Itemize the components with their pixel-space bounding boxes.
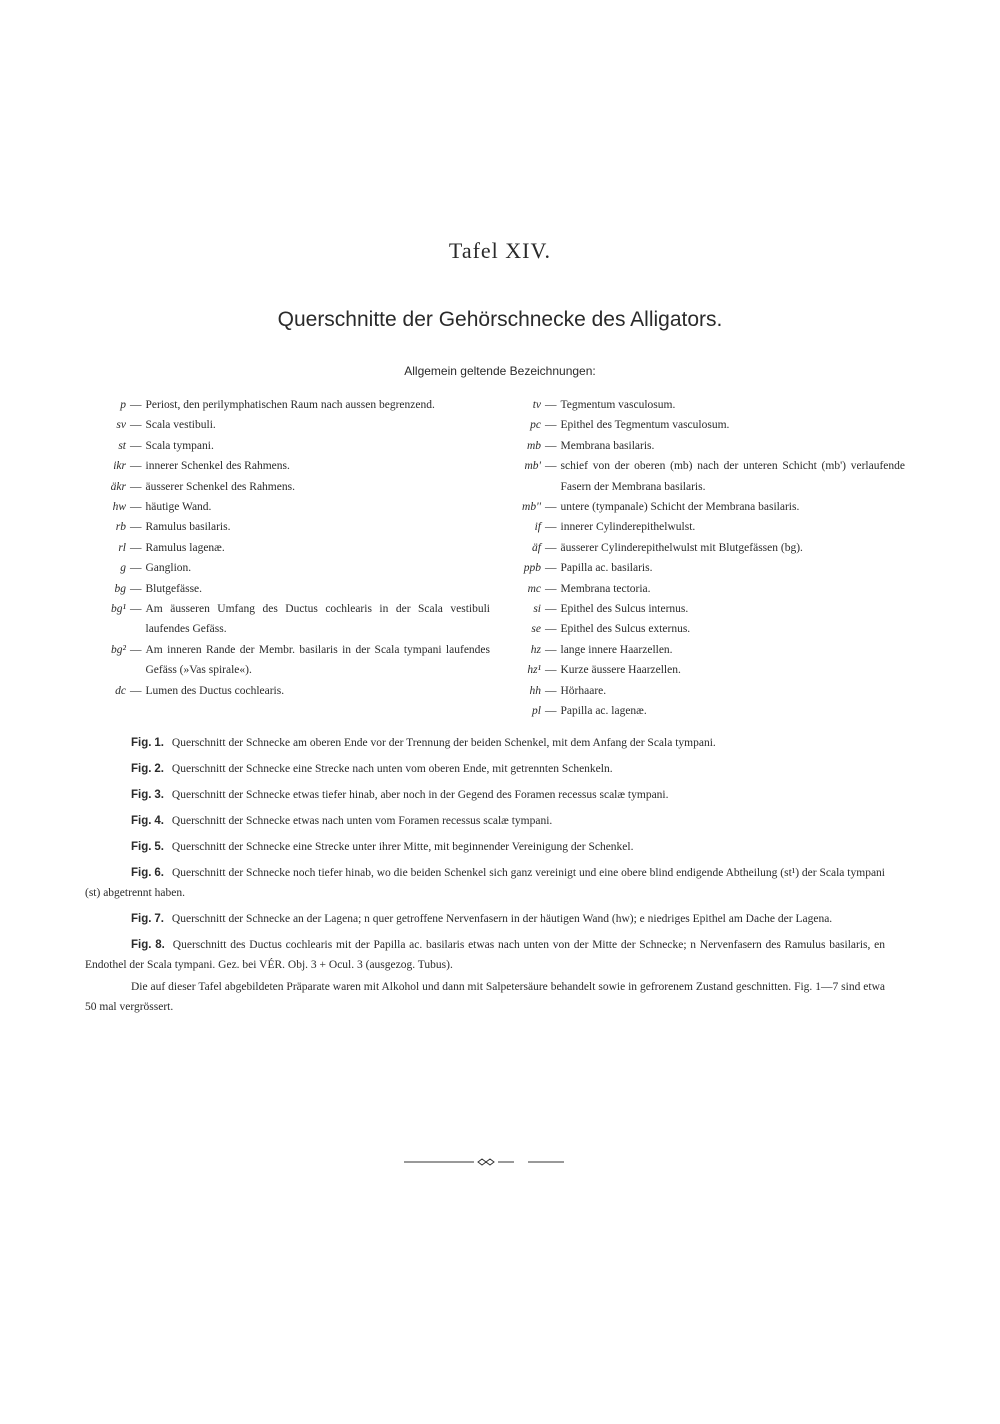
legend-desc: Epithel des Sulcus externus.	[560, 623, 691, 636]
figure-label: Fig.	[131, 939, 152, 951]
figure-text: Querschnitt der Schnecke eine Strecke unter ihrer Mitte, mit beginnender Vereinigung der Schenkel.	[171, 841, 634, 853]
legend-desc: innerer Cylinderepithelwulst.	[560, 521, 696, 534]
legend-abbr: p	[120, 399, 126, 411]
legend-abbr: g	[120, 562, 126, 575]
legend-abbr: ikr	[113, 460, 126, 473]
figure-caption	[85, 837, 885, 857]
legend-entry: mb' — schief von der oberen (mb) nach der unteren Schicht (mb') verlaufende Fasern der Membrana basilaris.	[495, 456, 905, 497]
figure-number: 1.	[154, 737, 164, 749]
figure-caption	[85, 863, 885, 903]
figure-label: Fig.	[131, 913, 152, 925]
legend-abbr: st	[118, 439, 126, 452]
legend-abbr: pc	[530, 419, 541, 432]
legend-desc: Periost, den perilymphatischen Raum nach aussen begrenzend.	[145, 399, 435, 411]
plate-title: Tafel XIV.	[448, 238, 552, 263]
figure-caption	[85, 733, 885, 753]
legend-entry: hz¹ — Kurze äussere Haarzellen.	[495, 660, 905, 680]
figure-number: 2.	[154, 763, 164, 775]
legend-desc: Hörhaare.	[560, 684, 607, 697]
figure-caption	[85, 785, 885, 805]
legend-entry: rl — Ramulus lagenæ.	[90, 538, 490, 558]
figure-label: Fig.	[131, 737, 152, 749]
legend-desc: Lumen des Ductus cochlearis.	[145, 684, 285, 697]
legend-abbr: mb'	[524, 460, 541, 473]
legend-abbr: hz¹	[527, 664, 541, 677]
legend-desc: Epithel des Sulcus internus.	[560, 603, 689, 616]
legend-abbr: rl	[118, 541, 126, 554]
legend-entry: if — innerer Cylinderepithelwulst.	[495, 517, 905, 537]
legend-entry: bg² — Am inneren Rande der Membr. basilaris in der Scala tympani laufendes Gefäss (»Vas spirale«).	[90, 640, 490, 681]
legend-entry: mb — Membrana basilaris.	[495, 436, 905, 456]
figure-number: 4.	[154, 815, 164, 827]
legend-desc: Papilla ac. lagenæ.	[560, 705, 647, 718]
legend-abbr: if	[534, 521, 541, 534]
legend-abbr: se	[531, 623, 541, 636]
legend-entry: hh — Hörhaare.	[495, 681, 905, 701]
legend-desc: äusserer Cylinderepithelwulst mit Blutgefässen (bg).	[560, 541, 803, 554]
legend-desc: Tegmentum vasculosum.	[560, 399, 676, 411]
figure-text: Querschnitt der Schnecke eine Strecke nach unten vom oberen Ende, mit getrennten Schenkeln.	[171, 763, 613, 775]
legend-entry: st — Scala tympani.	[90, 436, 490, 456]
figure-caption	[85, 935, 885, 975]
legend-heading: Allgemein geltende Bezeichnungen:	[404, 364, 596, 378]
legend-entry: pl — Papilla ac. lagenæ.	[495, 701, 905, 721]
figure-text: Querschnitt der Schnecke am oberen Ende vor der Trennung der beiden Schenkel, mit dem Anfang der Scala tympani.	[171, 737, 716, 749]
legend-entry: hz — lange innere Haarzellen.	[495, 640, 905, 660]
legend-desc: schief von der oberen (mb) nach der unteren Schicht (mb') verlaufende Fasern der Membrana basilaris.	[560, 460, 905, 493]
legend-entry: dc — Lumen des Ductus cochlearis.	[90, 681, 490, 701]
legend-abbr: mc	[527, 582, 541, 595]
figure-text: Querschnitt der Schnecke an der Lagena; n quer getroffene Nervenfasern in der häutigen Wand (hw); e niedriges Epithel am Dache der Lagena.	[171, 913, 833, 925]
figure-label: Fig.	[131, 763, 152, 775]
figure-text: Querschnitt der Schnecke etwas nach unten vom Foramen recessus scalæ tympani.	[171, 815, 553, 827]
legend-entry: äf — äusserer Cylinderepithelwulst mit Blutgefässen (bg).	[495, 538, 905, 558]
legend-abbr: bg	[114, 582, 126, 595]
figure-number: 5.	[154, 841, 164, 853]
ornament-diamond	[478, 1159, 494, 1165]
legend-desc: Am äusseren Umfang des Ductus cochlearis in der Scala vestibuli laufendes Gefäss.	[145, 603, 490, 636]
legend-abbr: pl	[532, 705, 541, 718]
legend-entry: sv — Scala vestibuli.	[90, 415, 490, 435]
legend-desc: Ramulus basilaris.	[145, 521, 231, 534]
legend-abbr: äf	[532, 541, 541, 554]
figure-captions	[85, 733, 885, 1023]
legend-abbr: hw	[112, 501, 126, 514]
legend-abbr: mb''	[522, 501, 541, 514]
figure-text: Querschnitt der Schnecke noch tiefer hinab, wo die beiden Schenkel sich ganz vereinigt und eine obere blind endigende Abtheilung (st¹) der Scala tympani (st) abgetrennt haben.	[85, 867, 885, 899]
legend-desc: Kurze äussere Haarzellen.	[560, 664, 681, 677]
figure-text: Querschnitt des Ductus cochlearis mit der Papilla ac. basilaris etwas nach unten von der Mitte der Schnecke; n Nervenfasern des Ramulus basilaris, en Endothel der Scala tympani. Gez. bei VÉR. Obj. 3 + Ocul. 3 (ausgezog. Tubus).	[85, 939, 885, 971]
legend-entry: mc — Membrana tectoria.	[495, 579, 905, 599]
legend-abbr: tv	[532, 399, 541, 411]
legend-desc: lange innere Haarzellen.	[560, 643, 673, 656]
legend-left-column	[90, 395, 490, 701]
legend-abbr: si	[533, 603, 541, 616]
legend-entry: ikr — innerer Schenkel des Rahmens.	[90, 456, 490, 476]
legend-entry: mb'' — untere (tympanale) Schicht der Membrana basilaris.	[495, 497, 905, 517]
figure-label: Fig.	[131, 789, 152, 801]
legend-entry: g — Ganglion.	[90, 558, 490, 578]
legend-abbr: ppb	[523, 562, 541, 575]
legend-abbr: sv	[116, 419, 126, 432]
legend-entry: bg — Blutgefässe.	[90, 579, 490, 599]
legend-desc: Ganglion.	[145, 562, 192, 575]
legend-desc: Scala tympani.	[145, 439, 214, 452]
figure-number: 6.	[154, 867, 164, 879]
legend-entry: p — Periost, den perilymphatischen Raum nach aussen begrenzend.	[90, 395, 490, 415]
legend-entry: äkr — äusserer Schenkel des Rahmens.	[90, 477, 490, 497]
figure-label: Fig.	[131, 815, 152, 827]
figure-caption	[85, 759, 885, 779]
figure-caption	[85, 909, 885, 929]
legend-desc: Papilla ac. basilaris.	[560, 562, 653, 575]
legend-entry: tv — Tegmentum vasculosum.	[495, 395, 905, 415]
figure-caption	[85, 811, 885, 831]
legend-entry: bg¹ — Am äusseren Umfang des Ductus cochlearis in der Scala vestibuli laufendes Gefäss.	[90, 599, 490, 640]
figure-label: Fig.	[131, 841, 152, 853]
legend-desc: untere (tympanale) Schicht der Membrana basilaris.	[560, 501, 800, 514]
legend-entry: hw — häutige Wand.	[90, 497, 490, 517]
legend-abbr: bg²	[111, 643, 126, 656]
legend-desc: Membrana tectoria.	[560, 582, 651, 595]
legend-abbr: hz	[530, 643, 541, 656]
figure-text: Querschnitt der Schnecke etwas tiefer hinab, aber noch in der Gegend des Foramen recessus scalæ tympani.	[171, 789, 669, 801]
legend-desc: innerer Schenkel des Rahmens.	[145, 460, 290, 473]
page-subtitle: Querschnitte der Gehörschnecke des Alligators.	[277, 308, 723, 331]
legend-desc: Blutgefässe.	[145, 582, 203, 595]
legend-desc: äusserer Schenkel des Rahmens.	[145, 480, 295, 493]
legend-abbr: hh	[529, 684, 541, 697]
legend-entry: se — Epithel des Sulcus externus.	[495, 619, 905, 639]
figure-number: 3.	[154, 789, 164, 801]
preparation-note: Die auf dieser Tafel abgebildeten Präparate waren mit Alkohol und dann mit Salpetersäure behandelt sowie in gefrorenem Zustand geschnitten. Fig. 1—7 sind etwa 50 mal vergrössert.	[85, 981, 885, 1013]
legend-abbr: bg¹	[111, 603, 126, 616]
legend-abbr: dc	[115, 684, 126, 697]
legend-desc: Am inneren Rande der Membr. basilaris in der Scala tympani laufendes Gefäss (»Vas spirale«).	[145, 643, 490, 677]
legend-entry: si — Epithel des Sulcus internus.	[495, 599, 905, 619]
legend-desc: häutige Wand.	[145, 501, 212, 514]
figure-number: 7.	[154, 913, 164, 925]
legend-entry: ppb — Papilla ac. basilaris.	[495, 558, 905, 578]
legend-entry: pc — Epithel des Tegmentum vasculosum.	[495, 415, 905, 435]
legend-desc: Ramulus lagenæ.	[145, 541, 225, 554]
legend-abbr: äkr	[110, 480, 126, 493]
legend-abbr: mb	[526, 439, 541, 452]
legend-desc: Epithel des Tegmentum vasculosum.	[560, 419, 730, 432]
ornament-divider	[400, 1156, 570, 1168]
legend-abbr: rb	[115, 521, 126, 534]
legend-entry: rb — Ramulus basilaris.	[90, 517, 490, 537]
legend-right-column	[495, 395, 905, 722]
figure-number: 8.	[155, 939, 165, 951]
legend-desc: Scala vestibuli.	[145, 419, 216, 432]
legend-desc: Membrana basilaris.	[560, 439, 655, 452]
figure-label: Fig.	[131, 867, 152, 879]
